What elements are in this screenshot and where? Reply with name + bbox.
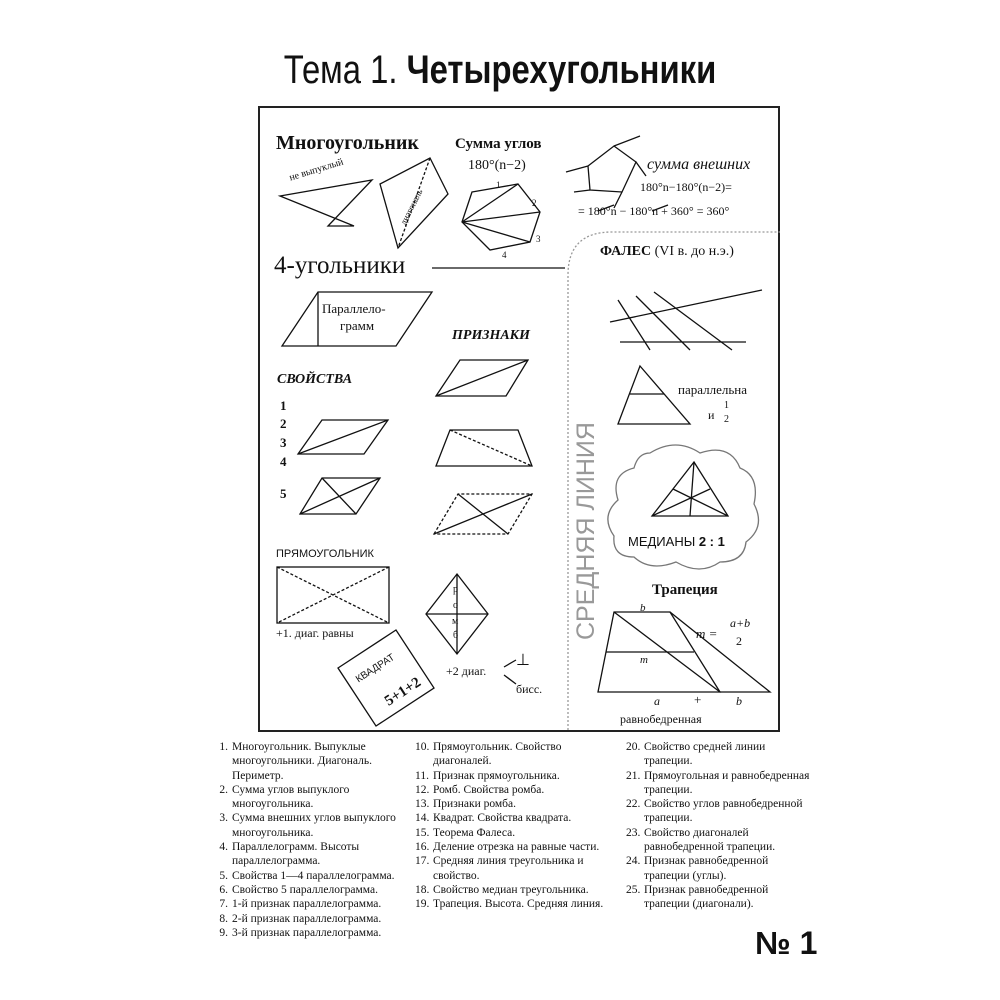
contents-item-text: Свойство средней линии трапеции. [644,741,766,768]
contents-item-number: 5. [219,869,228,882]
rhombus-letter-4: б [453,630,459,641]
property-number-1: 1 [280,398,287,413]
contents-item-number: 19. [415,898,430,911]
criterion-1-diagonal [436,360,528,396]
contents-item-text: Трапеция. Высота. Средняя линия. [433,898,604,911]
contents-item-text: Средняя линия треугольника и свойство. [433,855,584,882]
thales-era: (VI в. до н.э.) [654,244,734,259]
property-number-3: 3 [280,435,287,450]
contents-item-number: 6. [219,883,228,896]
contents-item-text: Признак равнобедренной трапеции (диагонали). [644,883,769,911]
contents-item-number: 3. [219,812,228,825]
contents-item-text: Прямоугольная и равнобедренная трапеции. [644,769,810,796]
trap-plus: + [694,692,702,707]
perp-symbol: ⊥ [516,652,530,669]
contents-item [415,883,615,897]
contents-item-number: 1. [219,741,228,753]
contents-item-number: 15. [415,826,430,839]
medians-ratio: 2 : 1 [698,534,725,549]
contents-item [626,826,816,855]
contents-item [415,897,615,911]
contents-item-text: Свойства 1—4 параллелограмма. [232,869,395,882]
contents-item-text: Деление отрезка на равные части. [433,841,600,854]
contents-item-number: 20. [626,741,641,753]
contents-item-number: 21. [626,769,641,782]
hexagon-number-4: 4 [502,250,507,260]
contents-item-text: Свойство диагоналей равнобедренной трапеции. [644,826,776,854]
contents-item-text: Признак прямоугольника. [433,769,560,782]
contents-item [214,912,404,926]
contents-item [415,769,615,783]
title-prefix: Тема 1. [283,48,398,92]
medians-cloud [608,445,759,569]
nonconvex-label: не выпуклый [288,156,345,184]
contents-item-text: 2-й признак параллелограмма. [232,912,382,925]
square-formula: 5+1+2 [382,674,424,710]
contents-item [214,783,404,812]
contents-item-number: 11. [415,769,429,782]
trap-formula-den: 2 [736,634,742,648]
contents-item-text: Теорема Фалеса. [433,826,516,839]
contents-item [415,797,615,811]
contents-item-text: 1-й признак параллелограмма. [232,898,382,911]
parallelogram-label-1: Параллело- [322,301,386,316]
midline-vertical-label: СРЕДНЯЯ ЛИНИЯ [572,422,600,640]
trap-formula-lhs: m = [696,626,718,641]
hexagon-number-3: 3 [536,234,541,244]
angle-sum-heading: Сумма углов [455,136,542,152]
criteria-heading: ПРИЗНАКИ [452,328,531,343]
contents-item [626,769,816,798]
contents-item-text: Признак равнобедренной трапеции (углы). [644,855,769,882]
contents-item [214,897,404,911]
contents-item [415,783,615,797]
square [338,630,434,726]
contents-item-text: Сумма углов выпуклого многоугольника. [232,783,350,811]
medians-block [628,534,725,549]
contents-item [626,854,816,883]
contents-item-number: 25. [626,883,641,896]
property-diagonal-1 [298,420,388,454]
trap-m-label: m [640,654,648,666]
contents-item [415,740,615,769]
title-main: Четырехугольники [406,48,717,92]
contents-item [214,926,404,940]
midline-parallel: параллельна [678,382,747,397]
hexagon-number-1: 1 [496,180,501,190]
properties-heading: СВОЙСТВА [277,372,353,387]
thales-heading: ФАЛЕС [600,244,652,259]
contents-item-number: 18. [415,883,430,896]
bisector-note: бисс. [516,682,543,696]
contents-item [214,883,404,897]
contents-item-text: Свойство 5 параллелограмма. [232,883,378,896]
medians-lines [652,462,728,516]
contents-column-2 [415,740,615,912]
contents-item-number: 9. [219,926,228,939]
rhombus-letter-1: р [453,584,458,595]
thales-heading-block [600,244,734,260]
exterior-formula-2: = 180°n − 180°n + 360° = 360° [578,204,730,218]
contents-item-number: 4. [219,841,228,854]
square-label: КВАДРАТ [354,652,397,686]
rectangle-diagonals [277,567,389,623]
trap-a-label: a [654,694,660,708]
contents-item-text: Свойство углов равнобедренной трапеции. [644,798,803,825]
contents-item-text: Параллелограмм. Высоты параллелограмма. [232,841,360,868]
exterior-sum-heading: сумма внешних [647,156,751,173]
property-number-5: 5 [280,486,287,501]
contents-column-1 [214,740,404,940]
contents-item-number: 13. [415,798,430,811]
contents-item-number: 17. [415,855,430,868]
property-number-2: 2 [280,416,287,431]
contents-item-text: Сумма внешних углов выпуклого многоугольника. [232,812,396,839]
contents-item-text: Прямоугольник. Свойство диагоналей. [433,741,562,768]
contents-item-number: 24. [626,855,641,868]
contents-item-text: Свойство медиан треугольника. [433,883,589,896]
contents-item-number: 10. [415,741,430,753]
contents-item-number: 16. [415,841,430,854]
parallelogram-label-2: грамм [340,318,375,333]
contents-item [626,740,816,769]
medians-label: МЕДИАНЫ [628,534,696,549]
angle-sum-formula: 180°(n−2) [468,158,526,173]
contents-item [214,740,404,783]
nonconvex-shape [280,180,372,226]
polygon-heading: Многоугольник [276,132,419,154]
pentagon-exterior-rays [566,136,646,208]
contents-item [415,854,615,883]
midline-half-num: 1 [724,400,729,411]
midline-and: и [708,408,715,422]
thales-parallels [618,292,732,350]
hexagon-number-2: 2 [532,198,537,208]
trap-b2-label: b [736,694,742,708]
contents-item-text: Квадрат. Свойства квадрата. [433,812,572,825]
trapezoid-heading: Трапеция [652,582,718,598]
exterior-formula-1: 180°n−180°(n−2)= [640,180,732,194]
rectangle-heading: ПРЯМОУГОЛЬНИК [276,548,374,560]
rhombus-note: +2 диаг. [446,664,487,678]
contents-item [415,826,615,840]
contents-item-text: Признаки ромба. [433,798,517,811]
quadrilaterals-heading: 4-угольники [274,252,406,279]
contents-item-text: Многоугольник. Выпуклые многоугольники. Диагональ. Периметр. [232,741,372,782]
trap-formula-num: a+b [730,616,751,630]
diagonal-label: диагональ [398,187,425,227]
contents-item-text: 3-й признак параллелограмма. [232,926,382,939]
contents-item-number: 22. [626,798,641,811]
rhombus-letter-2: о [453,600,458,611]
contents-item-number: 7. [219,898,228,911]
pentagon [588,146,636,192]
fork-lines [504,660,516,684]
contents-item [415,811,615,825]
contents-item-number: 14. [415,812,430,825]
criterion-2 [436,430,532,466]
contents-column-3 [626,740,816,912]
isosceles-label: равнобедренная [620,712,702,726]
rhombus-letter-3: м [452,616,459,627]
midline-half-den: 2 [724,414,729,425]
page-number: № 1 [755,925,818,961]
contents-item-text: Ромб. Свойства ромба. [433,783,545,796]
contents-item [626,883,816,912]
contents-item [214,811,404,840]
property-number-4: 4 [280,454,287,469]
contents-item [214,840,404,869]
contents-item [626,797,816,826]
trap-b-label: b [640,602,646,614]
contents-item [415,840,615,854]
contents-item-number: 23. [626,826,641,839]
contents-item [214,869,404,883]
contents-item-number: 8. [219,912,228,925]
rectangle-note: +1. диаг. равны [276,626,354,640]
contents-item-number: 2. [219,783,228,796]
contents-item-number: 12. [415,783,430,796]
